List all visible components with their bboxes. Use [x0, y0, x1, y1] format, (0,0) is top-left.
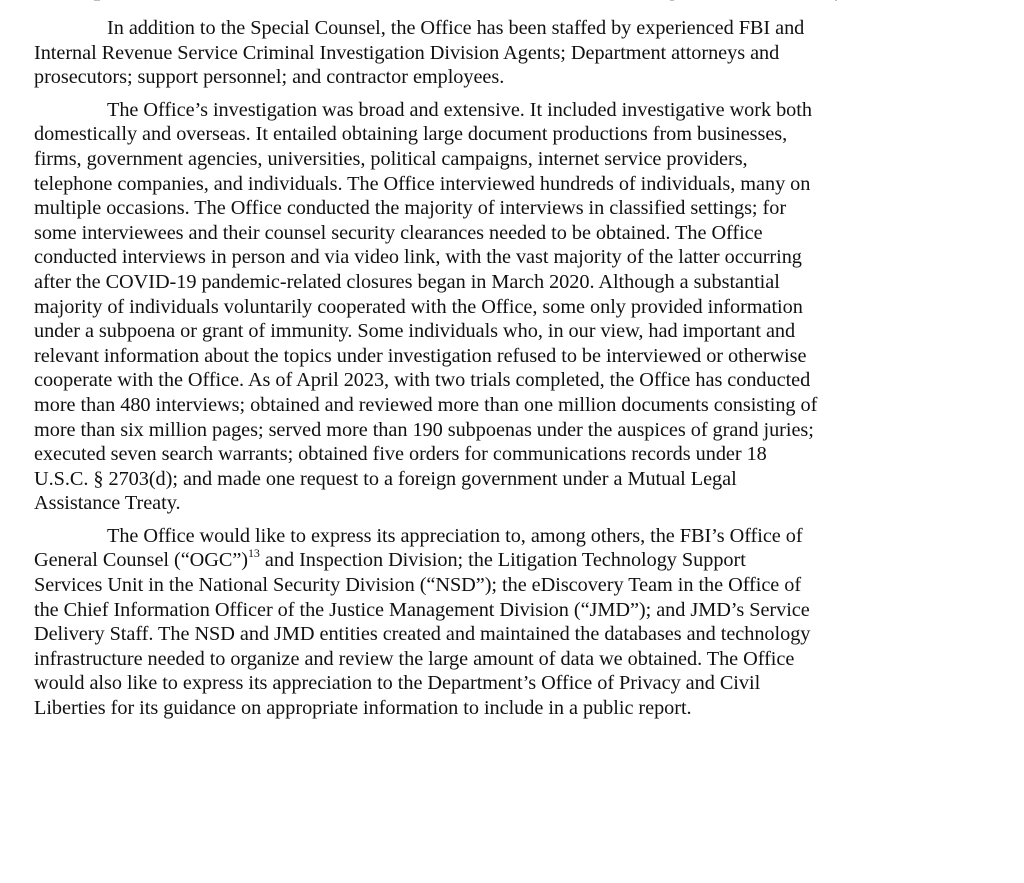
text-line: the Chief Information Officer of the Justice Management Division (“JMD”); and JMD’s Service — [34, 598, 810, 621]
text-line: prosecutors; support personnel; and contractor employees. — [34, 66, 505, 89]
text-line: Services Unit in the National Security Division (“NSD”); the eDiscovery Team in the Office of — [34, 574, 802, 597]
text-segment: General Counsel (“OGC”) — [34, 549, 248, 572]
text-line-with-footnote — [34, 545, 994, 573]
text-line: more than six million pages; served more than 190 subpoenas under the auspices of grand juries; — [34, 418, 814, 441]
text-line: cooperate with the Office. As of April 2023, with two trials completed, the Office has conducted — [34, 369, 811, 392]
text-line: relevant information about the topics under investigation refused to be interviewed or otherwise — [34, 344, 807, 367]
text-line: some interviewees and their counsel security clearances needed to be obtained. The Office — [34, 221, 763, 244]
text-line: after the COVID-19 pandemic-related closures began in March 2020. Although a substantial — [34, 270, 780, 293]
text-line: infrastructure needed to organize and review the large amount of data we obtained. The Office — [34, 647, 795, 670]
text-line: under a subpoena or grant of immunity. Some individuals who, in our view, had important and — [34, 320, 796, 343]
text-line: conducted interviews in person and via video link, with the vast majority of the latter occurring — [34, 246, 802, 269]
text-line: multiple occasions. The Office conducted the majority of interviews in classified settings; for — [34, 197, 787, 220]
text-line: Internal Revenue Service Criminal Investigation Division Agents; Department attorneys and — [34, 41, 780, 64]
text-line: telephone companies, and individuals. The Office interviewed hundreds of individuals, many on — [34, 172, 811, 195]
previous-line-clipped-marks — [0, 0, 1024, 2]
text-line: Assistance Treaty. — [34, 492, 181, 515]
clipped-glyph-mark — [835, 0, 837, 1]
text-line: The Office would like to express its appreciation to, among others, the FBI’s Office of — [107, 524, 803, 547]
paragraph-staffing — [34, 16, 994, 90]
footnote-reference[interactable]: 13 — [247, 545, 260, 560]
text-segment: and Inspection Division; the Litigation Technology Support — [264, 549, 746, 572]
text-line: executed seven search warrants; obtained five orders for communications records under 18 — [34, 443, 767, 466]
paragraph-investigation — [34, 98, 994, 516]
text-line: In addition to the Special Counsel, the Office has been staffed by experienced FBI and — [107, 17, 805, 39]
text-line: firms, government agencies, universities, political campaigns, internet service providers, — [34, 147, 748, 170]
text-line: Liberties for its guidance on appropriate information to include in a public report. — [34, 697, 692, 720]
text-line: majority of individuals voluntarily cooperated with the Office, some only provided information — [34, 295, 803, 318]
text-line: The Office’s investigation was broad and extensive. It included investigative work both — [107, 98, 812, 121]
text-line: Delivery Staff. The NSD and JMD entities created and maintained the databases and technology — [34, 623, 811, 646]
document-page — [34, 16, 994, 721]
clipped-glyph-mark — [94, 0, 100, 1]
text-line: domestically and overseas. It entailed obtaining large document productions from businesses, — [34, 123, 788, 146]
text-line: would also like to express its appreciation to the Department’s Office of Privacy and Civil — [34, 672, 761, 695]
paragraph-appreciation — [34, 524, 994, 721]
text-line: U.S.C. § 2703(d); and made one request to a foreign government under a Mutual Legal — [34, 467, 737, 490]
text-line: more than 480 interviews; obtained and reviewed more than one million documents consisting of — [34, 393, 818, 416]
clipped-glyph-mark — [670, 0, 674, 1]
